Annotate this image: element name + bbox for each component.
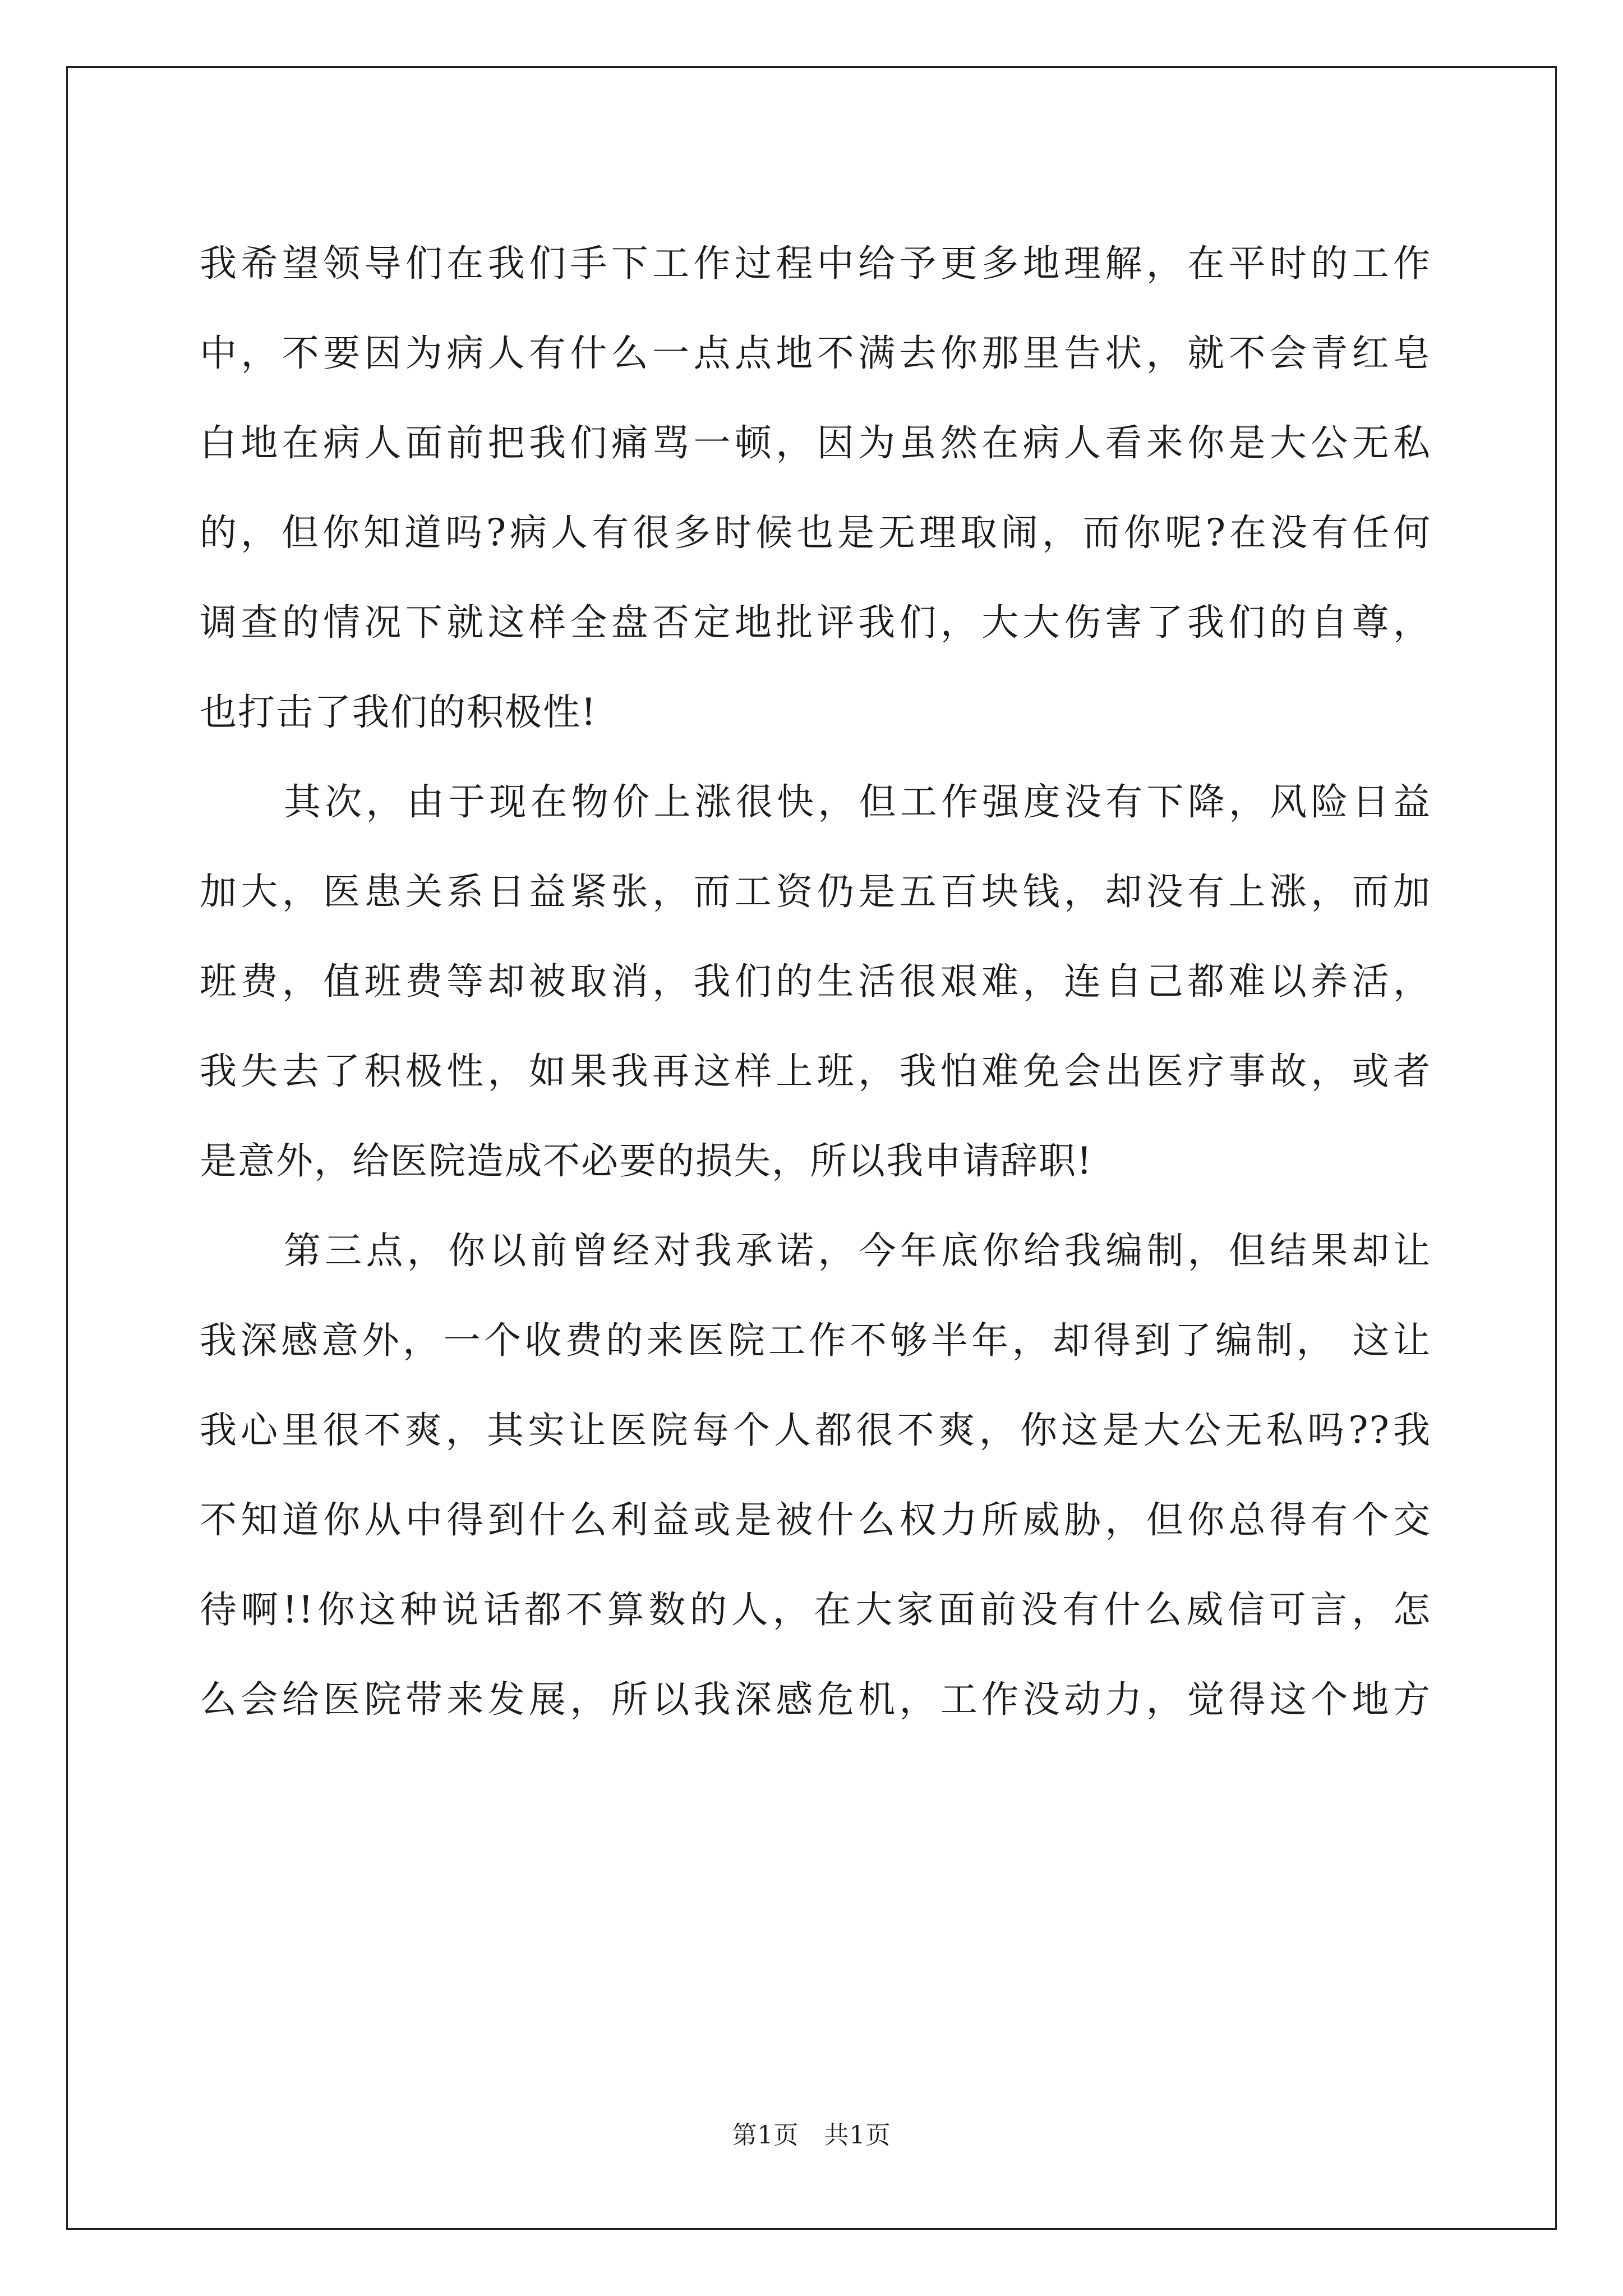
text-line: 白地在病人面前把我们痛骂一顿，因为虽然在病人看来你是大公无私 [200, 421, 1431, 464]
paragraph-start-line: 其次，由于现在物价上涨很快，但工作强度没有下降，风险日益 [284, 780, 1431, 823]
text-line: 我深感意外，一个收费的来医院工作不够半年，却得到了编制， 这让 [200, 1319, 1431, 1362]
text-line: 中，不要因为病人有什么一点点地不满去你那里告状，就不会青红皂 [200, 332, 1431, 375]
text-line: 不知道你从中得到什么利益或是被什么权力所威胁，但你总得有个交 [200, 1498, 1431, 1542]
text-line: 待啊!!你这种说话都不算数的人，在大家面前没有什么威信可言，怎 [200, 1588, 1431, 1631]
text-line: 我希望领导们在我们手下工作过程中给予更多地理解，在平时的工作 [200, 242, 1431, 285]
text-line: 我心里很不爽，其实让医院每个人都很不爽，你这是大公无私吗??我 [200, 1409, 1431, 1452]
text-line: 调查的情况下就这样全盘否定地批评我们，大大伤害了我们的自尊， [200, 601, 1431, 644]
document-body [200, 219, 1431, 1745]
text-line: 我失去了积极性，如果我再这样上班，我怕难免会出医疗事故，或者 [200, 1050, 1431, 1093]
text-line: 也打击了我们的积极性! [200, 691, 597, 734]
page-footer [0, 2115, 1623, 2151]
text-line: 么会给医院带来发展，所以我深感危机，工作没动力，觉得这个地方 [200, 1678, 1431, 1721]
text-line: 班费，值班费等却被取消，我们的生活很艰难，连自己都难以养活， [200, 960, 1431, 1003]
text-line: 是意外，给医院造成不必要的损失，所以我申请辞职! [200, 1139, 1093, 1182]
paragraph-start-line: 第三点，你以前曾经对我承诺，今年底你给我编制，但结果却让 [284, 1229, 1431, 1272]
page-number: 第1页 共1页 [732, 2121, 891, 2150]
text-line: 的，但你知道吗?病人有很多时候也是无理取闹，而你呢?在没有任何 [200, 511, 1431, 554]
text-line: 加大，医患关系日益紧张，而工资仍是五百块钱，却没有上涨，而加 [200, 870, 1431, 913]
